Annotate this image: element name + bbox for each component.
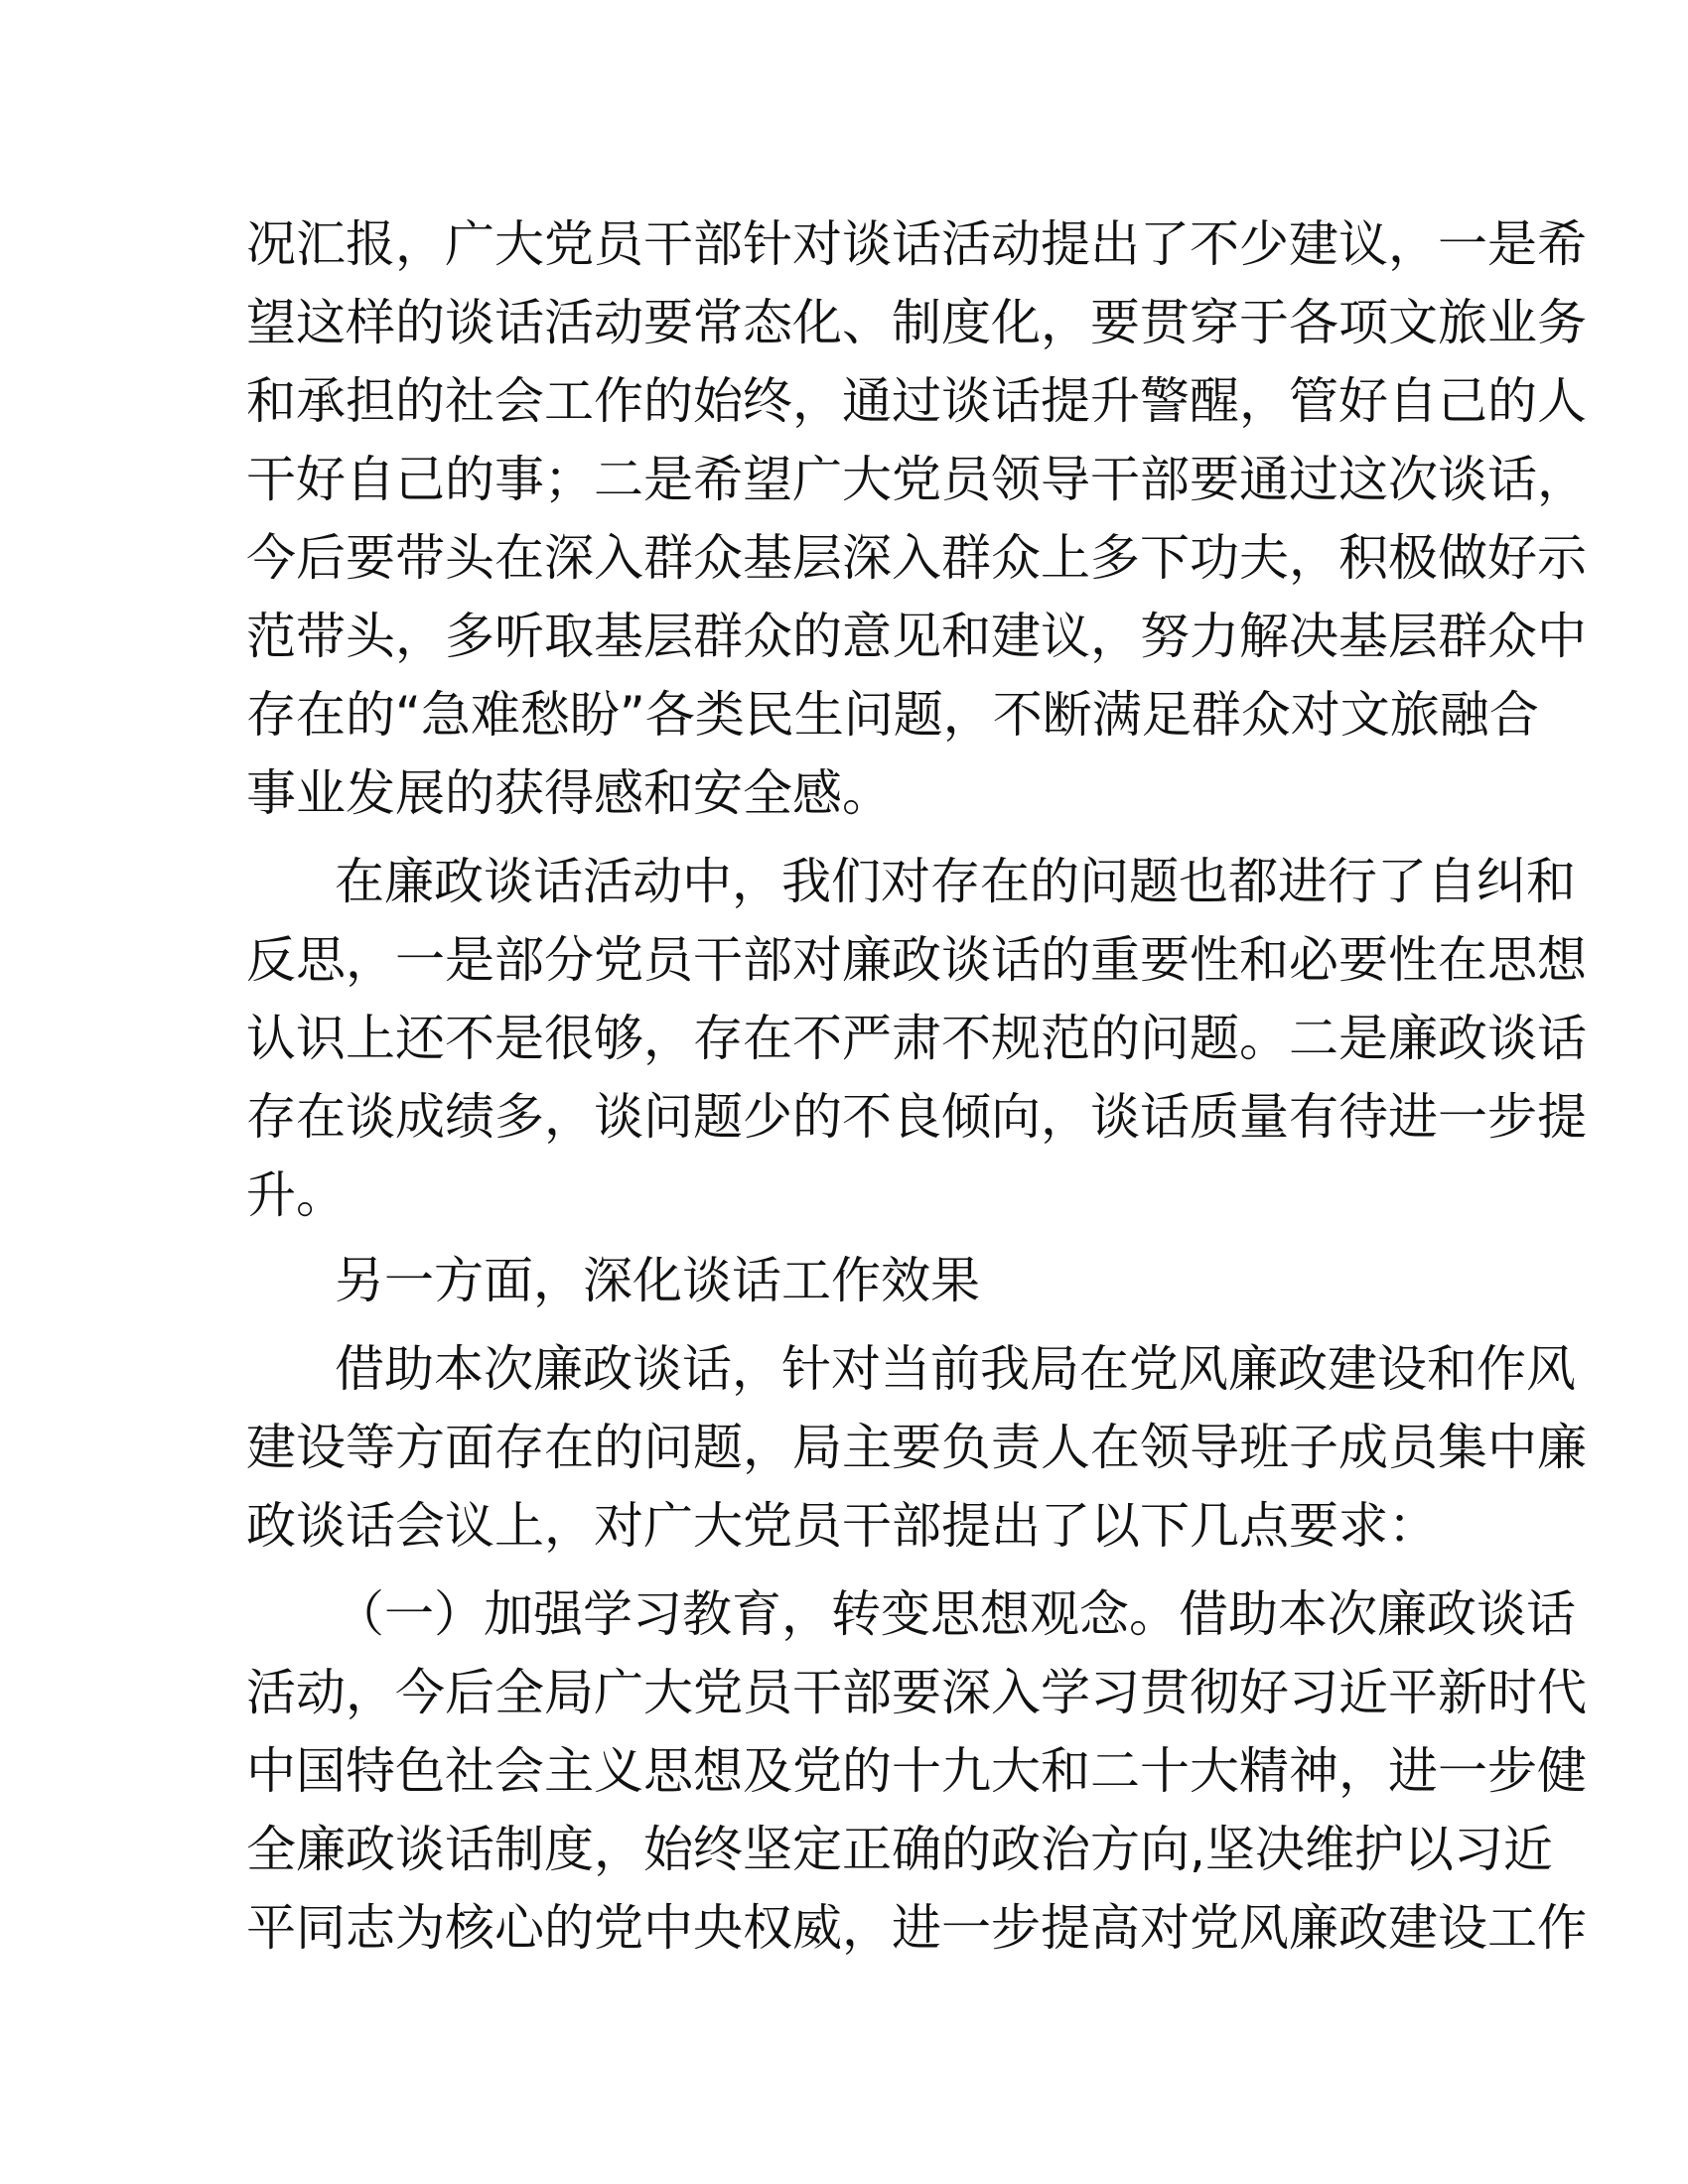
text-line-2: 望这样的谈话活动要常态化、制度化，要贯穿于各项文旅业务 xyxy=(246,294,1587,351)
text-line-13: 升。 xyxy=(246,1166,346,1224)
text-line-21: 全廉政谈话制度，始终坚定正确的政治方向,坚决维护以习近 xyxy=(246,1821,1553,1878)
text-line-20: 中国特色社会主义思想及党的十九大和二十大精神，进一步健 xyxy=(246,1742,1587,1800)
text-line-22: 平同志为核心的党中央权威，进一步提高对党风廉政建设工作 xyxy=(246,1899,1587,1957)
section-heading: 另一方面，深化谈话工作效果 xyxy=(335,1252,980,1309)
text-line-18: （一）加强学习教育，转变思想观念。借助本次廉政谈话 xyxy=(335,1585,1576,1643)
text-line-16: 建设等方面存在的问题，局主要负责人在领导班子成员集中廉 xyxy=(246,1419,1587,1476)
text-line-5: 今后要带头在深入群众基层深入群众上多下功夫，积极做好示 xyxy=(246,529,1587,587)
text-line-11: 认识上还不是很够，存在不严肃不规范的问题。二是廉政谈话 xyxy=(246,1010,1587,1067)
text-line-12: 存在谈成绩多，谈问题少的不良倾向，谈话质量有待进一步提 xyxy=(246,1088,1587,1146)
text-line-6: 范带头，多听取基层群众的意见和建议，努力解决基层群众中 xyxy=(246,608,1587,665)
text-line-1: 况汇报，广大党员干部针对谈话活动提出了不少建议，一是希 xyxy=(246,215,1587,273)
text-line-3: 和承担的社会工作的始终，通过谈话提升警醒，管好自己的人 xyxy=(246,372,1587,430)
text-line-17: 政谈话会议上，对广大党员干部提出了以下几点要求： xyxy=(246,1497,1438,1555)
text-line-10: 反思，一是部分党员干部对廉政谈话的重要性和必要性在思想 xyxy=(246,931,1587,989)
text-line-7: 存在的“急难愁盼”各类民生问题，不断满足群众对文旅融合 xyxy=(246,686,1539,744)
text-line-4: 干好自己的事；二是希望广大党员领导干部要通过这次谈话， xyxy=(246,451,1587,508)
text-line-19: 活动，今后全局广大党员干部要深入学习贯彻好习近平新时代 xyxy=(246,1664,1587,1721)
text-line-9: 在廉政谈话活动中，我们对存在的问题也都进行了自纠和 xyxy=(335,853,1576,910)
text-line-15: 借助本次廉政谈话，针对当前我局在党风廉政建设和作风 xyxy=(335,1340,1576,1398)
text-line-8: 事业发展的获得感和安全感。 xyxy=(246,764,892,822)
